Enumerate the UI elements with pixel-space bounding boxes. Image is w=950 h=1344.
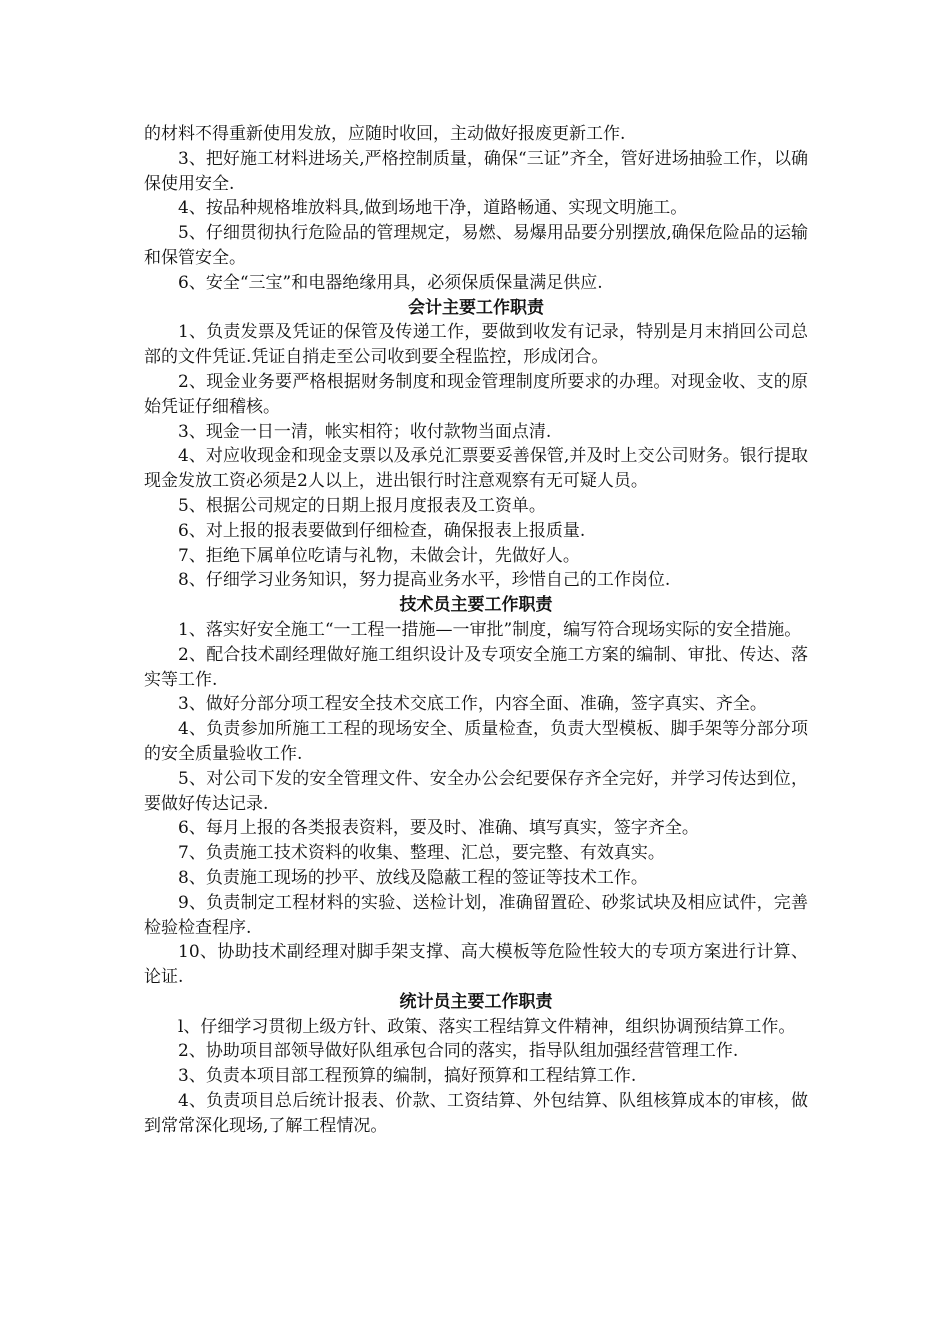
list-item: 2、现金业务要严格根据财务制度和现金管理制度所要求的办理。对现金收、支的原始凭证仔细稽核。	[144, 371, 808, 417]
section-statistician	[144, 990, 808, 1139]
list-item: 6、对上报的报表要做到仔细检查，确保报表上报质量.	[178, 520, 586, 541]
document-body	[144, 122, 808, 1139]
list-item: 3、负责本项目部工程预算的编制，搞好预算和工程结算工作.	[178, 1066, 637, 1087]
list-item: 6、安全“三宝”和电器绝缘用具，必须保质保量满足供应.	[178, 272, 603, 293]
section-heading: 会计主要工作职责	[408, 297, 544, 318]
section-accountant	[144, 296, 808, 594]
list-item: 1、负责发票及凭证的保管及传递工作，要做到收发有记录，特别是月末捎回公司总部的文件凭证.凭证自捎走至公司收到要全程监控，形成闭合。	[144, 322, 808, 368]
list-item: 4、负责项目总后统计报表、价款、工资结算、外包结算、队组核算成本的审核，做到常常深化现场,了解工程情况。	[144, 1091, 808, 1136]
list-item: 3、做好分部分项工程安全技术交底工作，内容全面、准确，签字真实、齐全。	[178, 694, 767, 715]
section-heading: 统计员主要工作职责	[399, 991, 553, 1012]
list-item: 4、按品种规格堆放料具,做到场地干净，道路畅通、实现文明施工。	[178, 198, 688, 219]
list-item: 5、仔细贯彻执行危险品的管理规定，易燃、易爆用品要分别摆放,确保危险品的运输和保管安全。	[144, 223, 808, 268]
list-item: 4、对应收现金和现金支票以及承兑汇票要妥善保管,并及时上交公司财务。银行提取现金发放工资必须是2人以上，进出银行时注意观察有无可疑人员。	[144, 446, 808, 492]
list-item: 8、仔细学习业务知识，努力提高业务水平，珍惜自己的工作岗位.	[178, 570, 671, 591]
list-item: 1、落实好安全施工“一工程一措施—一审批”制度，编写符合现场实际的安全措施。	[178, 619, 802, 640]
list-item: 3、把好施工材料进场关,严格控制质量，确保“三证”齐全，管好进场抽验工作，以确保使用安全.	[144, 148, 808, 194]
list-item: 3、现金一日一清，帐实相符；收付款物当面点清.	[178, 421, 552, 442]
list-item: 9、负责制定工程材料的实验、送检计划，准确留置砼、砂浆试块及相应试件，完善检验检查程序.	[144, 892, 808, 938]
list-item: l、仔细学习贯彻上级方针、政策、落实工程结算文件精神，组织协调预结算工作。	[178, 1016, 796, 1037]
section-heading: 技术员主要工作职责	[399, 595, 553, 616]
list-item: 2、协助项目部领导做好队组承包合同的落实，指导队组加强经营管理工作.	[178, 1041, 739, 1062]
list-item: 5、对公司下发的安全管理文件、安全办公会纪要保存齐全完好，并学习传达到位，要做好传达记录.	[144, 768, 808, 814]
list-item: 2、配合技术副经理做好施工组织设计及专项安全施工方案的编制、审批、传达、落实等工作.	[144, 644, 808, 690]
list-item: 5、根据公司规定的日期上报月度报表及工资单。	[178, 495, 546, 516]
list-item: 4、负责参加所施工工程的现场安全、质量检查，负责大型模板、脚手架等分部分项的安全质量验收工作.	[144, 719, 808, 764]
list-item: 7、拒绝下属单位吃请与礼物，未做会计，先做好人。	[178, 545, 580, 566]
list-item: 10、协助技术副经理对脚手架支撑、高大模板等危险性较大的专项方案进行计算、论证.	[144, 942, 808, 988]
paragraph-continuation: 的材料不得重新使用发放，应随时收回，主动做好报废更新工作.	[144, 124, 626, 144]
list-item: 7、负责施工技术资料的收集、整理、汇总，要完整、有效真实。	[178, 843, 665, 864]
list-item: 6、每月上报的各类报表资料，要及时、准确、填写真实，签字齐全。	[178, 818, 699, 839]
section-technician	[144, 593, 808, 990]
list-item: 8、负责施工现场的抄平、放线及隐蔽工程的签证等技术工作。	[178, 867, 648, 888]
